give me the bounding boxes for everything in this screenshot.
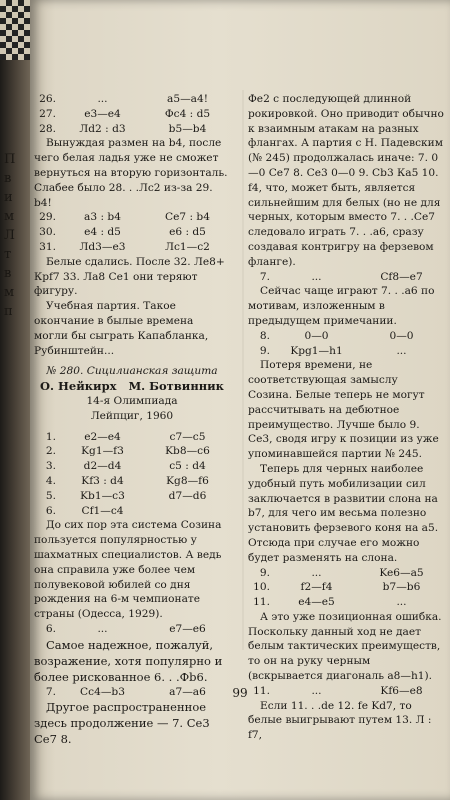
white-move: Kf3 : d4	[81, 474, 124, 487]
move-number: 28.	[39, 122, 56, 135]
event: 14-я Олимпиада	[86, 394, 178, 407]
game-heading: № 280. Сицилианская защита	[46, 365, 218, 378]
side-char: т	[4, 247, 12, 262]
move-number: 9.	[259, 566, 270, 579]
move-row	[34, 622, 230, 637]
move-number: 31.	[39, 240, 56, 253]
move-row	[34, 504, 230, 519]
black-move: a7—a6	[169, 685, 206, 698]
white-move: Cf1—c4	[81, 504, 124, 517]
black-move: Се7 : b4	[165, 211, 210, 224]
move-number: 10.	[253, 581, 270, 594]
move-row	[248, 344, 444, 359]
move-number: 7.	[45, 685, 56, 698]
left-column	[34, 92, 230, 747]
move-row	[34, 240, 230, 255]
paragraph: Потеря времени, не соответствующая замыслу Созина. Белые теперь не могут рассчитывать на дебютное преимущество. Лучше было 9. Се3, сводя игру к позиции из уже упоминавшейся партии № 245.	[248, 359, 439, 461]
move-row	[34, 444, 230, 459]
paragraph: Если 11. . .de 12. fe Kd7, то белые выигрывают путем 13. Л : f7,	[248, 699, 432, 742]
black-move: Kf6—e8	[380, 684, 423, 697]
moves-block	[248, 270, 444, 285]
page-number: 99	[232, 686, 248, 700]
move-number: 9.	[259, 344, 270, 357]
black-move	[145, 504, 230, 519]
side-char: и	[4, 190, 13, 205]
move-row	[34, 474, 230, 489]
black-move: a5—a4!	[167, 93, 208, 105]
side-char: Л	[4, 228, 15, 243]
white-move: Kb1—c3	[80, 489, 125, 502]
move-row	[248, 566, 444, 581]
move-row	[34, 107, 230, 122]
white-move: ...	[311, 566, 322, 579]
black-move: Cf8—e7	[380, 270, 423, 283]
white-move: a3 : b4	[84, 211, 121, 224]
paragraph: Вынуждая размен на b4, после чего белая ладья уже не сможет вернуться на вторую горизонталь. Слабее было 28. . .Лс2 из-за 29. b4!	[34, 137, 228, 209]
side-char: в	[4, 266, 12, 281]
move-row	[34, 489, 230, 504]
paragraph: Учебная партия. Такое окончание в былые времена могли бы сыграть Капабланка, Рубинштейн...	[34, 300, 209, 357]
white-move: e4 : d5	[84, 226, 121, 239]
white-move: Лd2 : d3	[79, 122, 126, 135]
move-row	[248, 580, 444, 595]
moves-block	[34, 92, 230, 136]
black-move: Ke6—a5	[379, 566, 424, 579]
side-char: м	[4, 209, 15, 224]
white-move: Лd3—e3	[79, 240, 126, 253]
paragraph: Другое распространенное здесь продолжение — 7. Се3 Се7 8.	[34, 700, 210, 747]
side-char: м	[4, 285, 15, 300]
white-move: ...	[311, 270, 322, 283]
black-move: b7—b6	[382, 581, 421, 594]
black-move: d7—d6	[168, 489, 207, 502]
black-move: b5—b4	[168, 122, 207, 135]
move-number: 1.	[45, 430, 56, 443]
move-row	[34, 92, 230, 107]
move-number: 4.	[45, 474, 56, 487]
right-column	[248, 92, 444, 743]
white-move: e3—e4	[84, 107, 121, 120]
white-move: Cc4—b3	[80, 685, 125, 698]
black-move: Лс1—с2	[165, 240, 210, 253]
black-move: c7—c5	[169, 430, 206, 443]
white-move: Kg1—f3	[81, 445, 124, 458]
side-char: П	[4, 152, 16, 167]
move-number: 11.	[253, 596, 270, 609]
black-move: e7—e6	[169, 622, 206, 635]
place: Лейпциг, 1960	[90, 409, 174, 422]
white-move: ...	[97, 622, 108, 635]
move-number: 6.	[45, 622, 56, 635]
black-move: ...	[396, 344, 407, 357]
black-move: Kb8—c6	[165, 445, 210, 458]
white-move: e2—e4	[84, 430, 121, 443]
moves-block	[248, 566, 444, 610]
paragraph: А это уже позиционная ошибка. Поскольку данный ход не дает белым тактических преимуществ, то он на руку черным (вскрывается диагональ a8—h1).	[248, 610, 442, 683]
move-row	[34, 210, 230, 225]
paragraph: Белые сдались. После 32. Ле8+ Кpf7 33. Ла8 Се1 они теряют фигуру.	[34, 255, 225, 298]
move-number: 30.	[39, 226, 56, 239]
move-row	[34, 225, 230, 240]
move-row	[248, 329, 444, 344]
book-page	[30, 0, 450, 800]
white-move: f2—f4	[300, 581, 333, 594]
move-number: 2.	[45, 445, 56, 458]
move-number: 5.	[45, 489, 56, 502]
white-move: Kpg1—h1	[290, 344, 343, 357]
paragraph: Теперь для черных наиболее удобный путь мобилизации сил заключается в развитии слона на b7, для чего им весьма полезно установить ферзевого коня на а5. Отсюда при случае его можно будет разменять на слона.	[248, 462, 439, 564]
moves-block	[34, 210, 230, 254]
black-move: Kg8—f6	[166, 474, 209, 487]
white-move: d2—d4	[83, 460, 122, 473]
paragraph: Фе2 с последующей длинной рокировкой. Оно приводит обычно к взаимным атакам на разных флангах. А партия с Н. Падевским (№ 245) продолжалась иначе: 7. 0—0 Се7 8. Се3 0—0 9. Cb3 Ка5 10. f4, что, может быть, является сильнейшим для белых (но не для черных, которым вместо 7. . .Се7 следовало играть 7. . .а6, сразу создавая контригру на ферзевом фланге).	[248, 93, 444, 268]
moves-block	[34, 430, 230, 519]
move-number: 3.	[45, 460, 56, 473]
white-move: 0—0	[304, 329, 329, 342]
white-move: ...	[311, 684, 322, 697]
moves-block	[34, 622, 230, 637]
move-number: 8.	[259, 329, 270, 342]
move-row	[248, 595, 444, 610]
white-move: e4—e5	[298, 596, 335, 609]
move-number: 27.	[39, 107, 56, 120]
black-move: Фс4 : d5	[164, 107, 211, 120]
move-number: 29.	[39, 211, 56, 224]
players	[34, 379, 230, 394]
move-row	[34, 122, 230, 137]
paragraph: Сейчас чаще играют 7. . .а6 по мотивам, изложенным в предыдущем примечании.	[248, 285, 435, 327]
move-row	[248, 270, 444, 285]
paragraph: Самое надежное, пожалуй, возражение, хотя популярно и более рискованное 6. . .Фb6.	[34, 637, 223, 684]
black-player: М. Ботвинник	[128, 379, 224, 394]
move-number: 6.	[45, 504, 56, 517]
column-gap	[242, 90, 244, 650]
black-move: ...	[396, 596, 407, 609]
move-number: 11.	[253, 684, 270, 697]
move-row	[34, 430, 230, 445]
black-move: c5 : d4	[169, 460, 206, 473]
black-move: 0—0	[389, 329, 414, 342]
white-move: ...	[97, 93, 108, 105]
paragraph: До сих пор эта система Созина пользуется популярностью у шахматных специалистов. А ведь она справила уже более чем полувековой юбилей со дня рождения на 6-м чемпионате страны (Одесса, 1929).	[34, 519, 222, 621]
side-char: п	[4, 304, 13, 319]
black-move: e6 : d5	[169, 226, 206, 239]
moves-block	[248, 329, 444, 359]
move-row	[34, 459, 230, 474]
move-number: 7.	[259, 270, 270, 283]
side-char: в	[4, 171, 12, 186]
chess-diagram-fragment	[0, 0, 30, 60]
move-number: 26.	[39, 93, 56, 105]
white-player: О. Нейкирх	[40, 379, 117, 394]
